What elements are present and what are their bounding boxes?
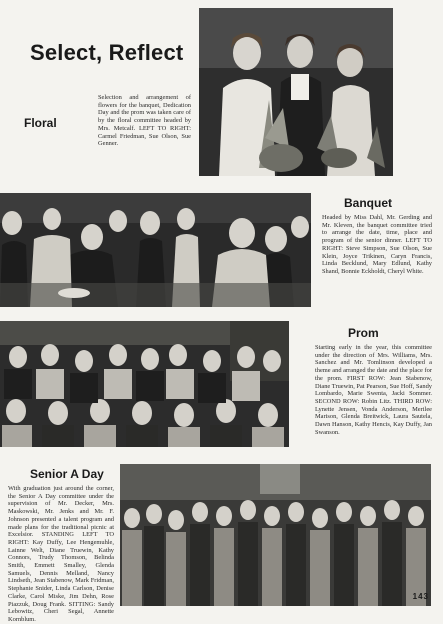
banquet-photo [0, 193, 311, 307]
page-number: 143 [412, 592, 429, 601]
floral-heading: Floral [24, 116, 57, 130]
page-title: Select, Reflect [30, 40, 184, 65]
prom-heading: Prom [348, 326, 379, 340]
floral-photo [199, 8, 393, 176]
senior-a-day-caption: With graduation just around the corner, the Senior A Day committee under the supervision of Mr. Decker, Mrs. Maskowski, Mr. Jenks and Mr. F. Johnson presented a talent program and made plans for the traditional picnic at Excelsior. STANDING LEFT TO RIGHT: Kay Duffy, Lee Hengemuhle, Lainne Welt, Diane Truewin, Kathy Connors, Trudy Thomson, Belinda Smith, Emmett Smalley, Glenda Samuels, Dennis Melland, Nancy Lindseth, Jean Stabenow, Mark Fridman, Stephanie Snider, Linda Carlson, Denise Clarke, Carol Miske, Jim Dehn, Rose Piazzuk, Doug Frank. SITTING: Sandy Lebowitz, Cheri Segal, Annette Kornblum. [8, 485, 114, 623]
prom-photo [0, 321, 289, 447]
banquet-heading: Banquet [344, 196, 392, 210]
senior-a-day-photo [120, 464, 431, 606]
banquet-caption: Headed by Miss Dahl, Mr. Gerding and Mr. Kleven, the banquet committee tried to arrange the date, time, place and program of the senior dinner. LEFT TO RIGHT: Steve Simpson, Sue Olson, Sue Klein, Joyce Trikinen, Caryn Francis, Linda Becklund, Mary Edlund, Kathy Shand, Bonnie Eckholdt, Cheryl White. [322, 214, 432, 275]
floral-caption: Selection and arrangement of flowers for the banquet, Dedication Day and the prom was taken care of by the floral committee headed by Mrs. Metcalf. LEFT TO RIGHT: Carmel Friedman, Sue Olson, Sue Genner. [98, 94, 191, 148]
senior-a-day-heading: Senior A Day [30, 467, 104, 481]
prom-caption: Starting early in the year, this committee under the direction of Mrs. Williams, Mrs. Sanchez and Mr. Tomlinson developed a theme and arranged the date and the place for the prom. FIRST ROW: Jean Stabenow, Diane Truewin, Pat Pearson, Sue Hoff, Sandy Lombardo, Marie Swenta, Jacki Sommer. SECOND ROW: Robin Litz. THIRD ROW: Lynette Jensen, Vonda Anderson, Merilee Marison, Glenda Breitwick, Laura Sautela, Dawn Hanson, Kathy Hencis, Kay Duffy, Jan Swanson. [315, 344, 432, 436]
